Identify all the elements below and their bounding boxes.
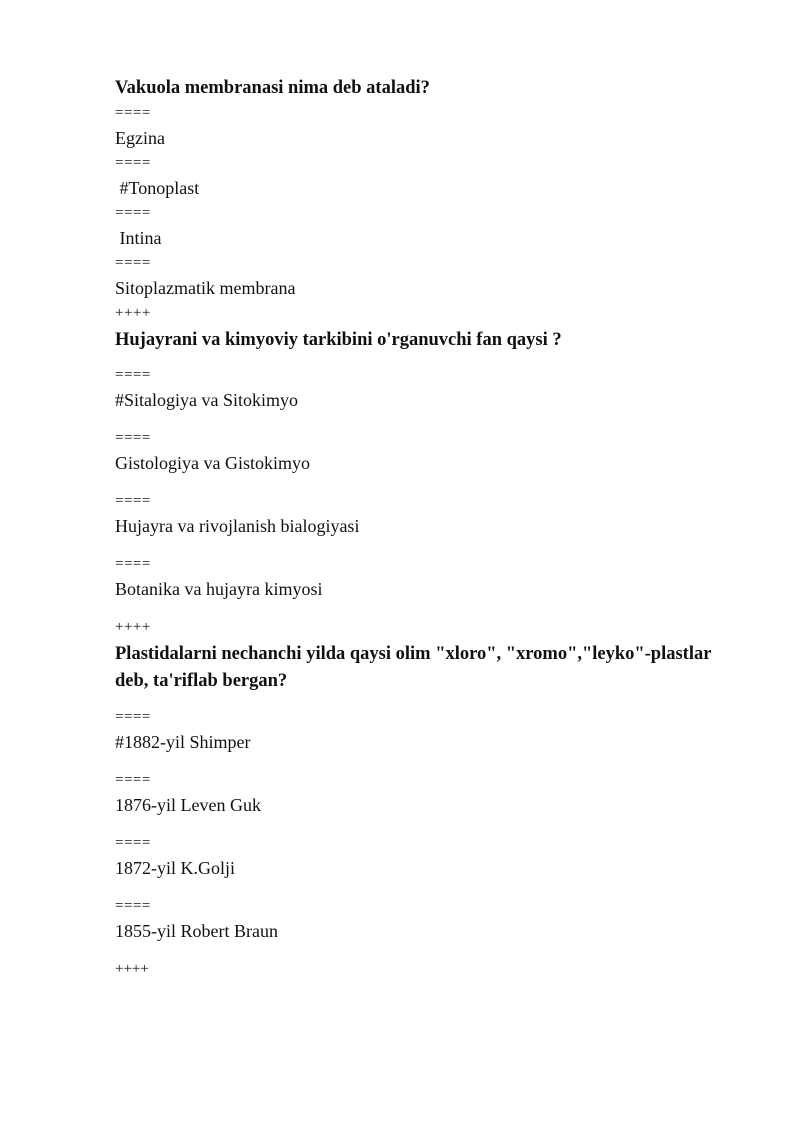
- question-block-3: [115, 641, 735, 982]
- answer-option: #Tonoplast: [115, 178, 200, 198]
- question-separator: ++++: [115, 305, 151, 321]
- answer-option: 1872-yil K.Golji: [115, 858, 235, 878]
- question-separator: ++++: [115, 619, 151, 635]
- option-separator: ====: [115, 709, 151, 725]
- answer-option: 1876-yil Leven Guk: [115, 795, 261, 815]
- option-separator: ====: [115, 367, 151, 383]
- answer-option: #Sitalogiya va Sitokimyo: [115, 390, 298, 410]
- answer-option: Sitoplazmatik membrana: [115, 278, 296, 298]
- question-block-2: [115, 328, 735, 640]
- document-page: [115, 76, 735, 982]
- answer-option: Hujayra va rivojlanish bialogiyasi: [115, 516, 360, 536]
- option-separator: ====: [115, 898, 151, 914]
- question-text: Hujayrani va kimyoviy tarkibini o'rganuvchi fan qaysi ?: [115, 330, 562, 350]
- question-text: Vakuola membranasi nima deb ataladi?: [115, 78, 430, 98]
- question-block-1: [115, 76, 735, 326]
- answer-option: #1882-yil Shimper: [115, 732, 251, 752]
- option-separator: ====: [115, 430, 151, 446]
- answer-option: Egzina: [115, 128, 165, 148]
- option-separator: ====: [115, 556, 151, 572]
- option-separator: ====: [115, 105, 151, 121]
- option-separator: ====: [115, 493, 151, 509]
- question-text: Plastidalarni nechanchi yilda qaysi olim "xloro", "xromo","leyko"-plastlar deb, ta'riflab bergan?: [115, 644, 712, 691]
- option-separator: ====: [115, 772, 151, 788]
- option-separator: ====: [115, 155, 151, 171]
- answer-option: 1855-yil Robert Braun: [115, 921, 278, 941]
- question-separator: ++++: [115, 961, 149, 977]
- option-separator: ====: [115, 835, 151, 851]
- option-separator: ====: [115, 205, 151, 221]
- answer-option: Intina: [115, 228, 162, 248]
- answer-option: Gistologiya va Gistokimyo: [115, 453, 310, 473]
- answer-option: Botanika va hujayra kimyosi: [115, 579, 323, 599]
- option-separator: ====: [115, 255, 151, 271]
